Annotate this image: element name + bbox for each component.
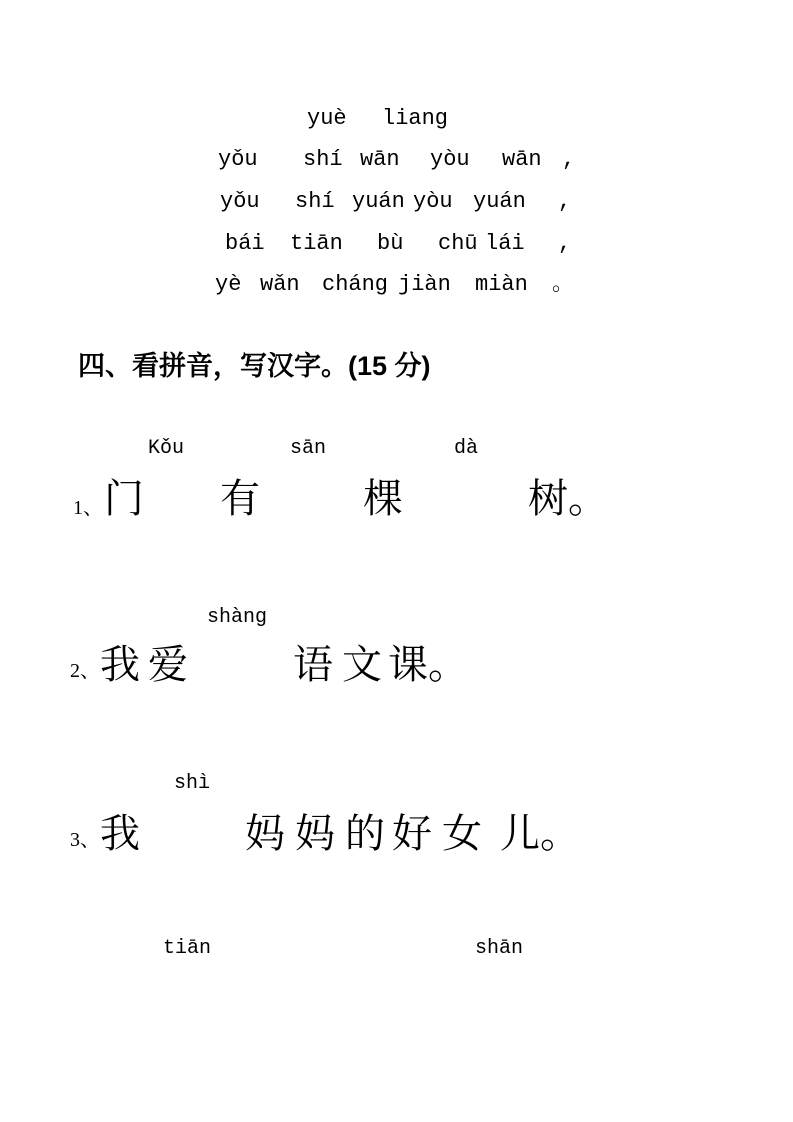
question-number: 2、 xyxy=(70,660,100,682)
hanzi-character: 我 xyxy=(100,812,140,856)
pinyin-syllable: bái xyxy=(225,231,265,256)
pinyin-syllable: miàn xyxy=(475,272,528,297)
comma-punctuation: , xyxy=(562,147,576,172)
pinyin-syllable: yuán xyxy=(352,189,405,214)
period-punctuation: 。 xyxy=(552,272,575,297)
hanzi-character: 有 xyxy=(220,477,260,521)
hanzi-character: 门 xyxy=(104,477,144,521)
hanzi-character: 棵 xyxy=(363,477,403,521)
pinyin-syllable: chū xyxy=(438,231,478,256)
pinyin-syllable: tiān xyxy=(290,231,343,256)
hanzi-character: 儿。 xyxy=(500,812,580,856)
hanzi-character: 我 xyxy=(100,643,140,687)
hanzi-character: 女 xyxy=(442,812,482,856)
pinyin-syllable: yuán xyxy=(473,189,526,214)
question-number: 1、 xyxy=(73,497,103,519)
pinyin-syllable: jiàn xyxy=(398,272,451,297)
pinyin-syllable: yòu xyxy=(430,147,470,172)
hanzi-character: 妈 xyxy=(245,812,285,856)
pinyin-hint: shì xyxy=(174,772,211,795)
pinyin-hint: tiān xyxy=(163,937,212,960)
poem-title-syllable: yuè xyxy=(307,106,347,131)
hanzi-character: 文 xyxy=(342,643,382,687)
hanzi-character: 的 xyxy=(345,812,385,856)
hanzi-character: 好 xyxy=(392,812,432,856)
pinyin-syllable: yǒu xyxy=(218,147,258,172)
question-number: 3、 xyxy=(70,829,100,851)
pinyin-syllable: wān xyxy=(502,147,542,172)
pinyin-syllable: yè xyxy=(215,272,242,297)
section-heading: 四、看拼音，写汉字。(15 分) xyxy=(78,351,431,381)
poem-title-syllable: liang xyxy=(382,106,449,131)
hanzi-character: 爱 xyxy=(148,643,188,687)
pinyin-hint: shān xyxy=(475,937,524,960)
hanzi-character: 语 xyxy=(293,643,333,687)
pinyin-hint: Kǒu xyxy=(148,437,185,460)
comma-punctuation: , xyxy=(558,189,572,214)
pinyin-hint: shàng xyxy=(207,606,268,629)
comma-punctuation: , xyxy=(558,231,572,256)
pinyin-hint: dà xyxy=(454,437,479,460)
hanzi-character: 课。 xyxy=(388,643,468,687)
pinyin-hint: sān xyxy=(290,437,327,460)
pinyin-syllable: shí xyxy=(303,147,343,172)
pinyin-syllable: wān xyxy=(360,147,400,172)
pinyin-syllable: cháng xyxy=(322,272,389,297)
pinyin-syllable: bù xyxy=(377,231,404,256)
pinyin-syllable: yǒu xyxy=(220,189,260,214)
pinyin-syllable: wǎn xyxy=(260,272,300,297)
pinyin-syllable: lái xyxy=(485,231,525,256)
pinyin-syllable: yòu xyxy=(413,189,453,214)
pinyin-syllable: shí xyxy=(295,189,335,214)
hanzi-character: 树。 xyxy=(528,477,608,521)
hanzi-character: 妈 xyxy=(295,812,335,856)
